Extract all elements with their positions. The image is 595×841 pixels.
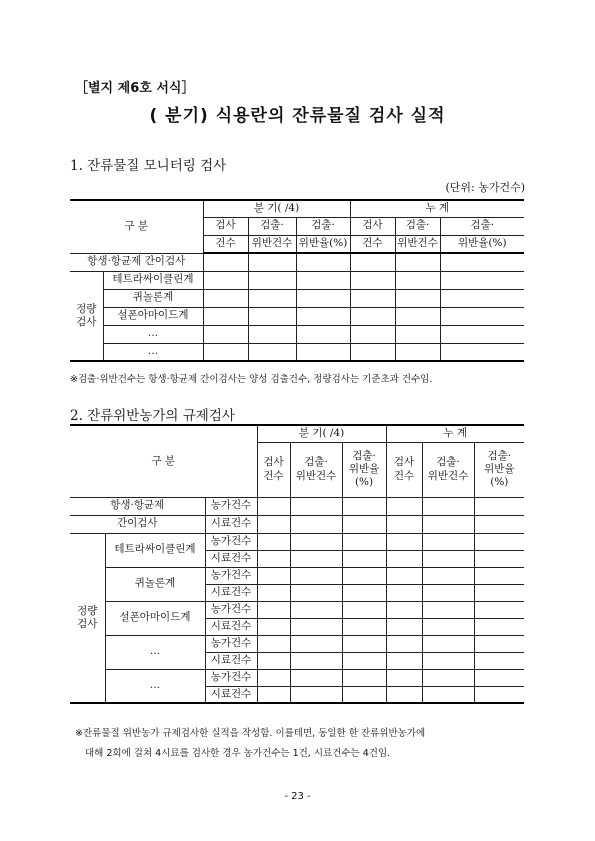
header-detect-rate: 검출· 위반율 (%) bbox=[342, 442, 386, 497]
data-cell[interactable] bbox=[257, 635, 290, 652]
data-cell[interactable] bbox=[290, 533, 342, 550]
data-cell[interactable] bbox=[290, 686, 342, 703]
data-cell[interactable] bbox=[248, 271, 296, 289]
data-cell[interactable] bbox=[257, 652, 290, 669]
data-cell[interactable] bbox=[440, 307, 524, 325]
data-cell[interactable] bbox=[290, 584, 342, 601]
data-cell[interactable] bbox=[248, 307, 296, 325]
data-cell[interactable] bbox=[422, 652, 474, 669]
row-sublabel: 농가건수 bbox=[205, 567, 257, 584]
data-cell[interactable] bbox=[257, 669, 290, 686]
data-cell[interactable] bbox=[342, 533, 386, 550]
data-cell[interactable] bbox=[386, 618, 422, 635]
data-cell[interactable] bbox=[203, 325, 248, 343]
row-sublabel: 시료건수 bbox=[205, 618, 257, 635]
data-cell[interactable] bbox=[386, 567, 422, 584]
data-cell[interactable] bbox=[422, 497, 474, 515]
table-row bbox=[70, 635, 524, 652]
header-detect-count: 검출· bbox=[395, 217, 440, 235]
table-row bbox=[70, 325, 524, 343]
data-cell[interactable] bbox=[350, 289, 395, 307]
data-cell[interactable] bbox=[296, 343, 350, 361]
table-row bbox=[70, 601, 524, 618]
header-detect-count: 위반건수 bbox=[395, 235, 440, 253]
data-cell[interactable] bbox=[290, 515, 342, 533]
header-detect-count: 검출· 위반건수 bbox=[422, 442, 474, 497]
data-cell[interactable] bbox=[395, 343, 440, 361]
data-cell[interactable] bbox=[296, 289, 350, 307]
data-cell[interactable] bbox=[474, 669, 524, 686]
data-cell[interactable] bbox=[422, 533, 474, 550]
header-division: 구 분 bbox=[70, 200, 203, 253]
data-cell[interactable] bbox=[296, 253, 350, 271]
data-cell[interactable] bbox=[203, 289, 248, 307]
data-cell[interactable] bbox=[296, 271, 350, 289]
data-cell[interactable] bbox=[440, 343, 524, 361]
data-cell[interactable] bbox=[342, 567, 386, 584]
data-cell[interactable] bbox=[257, 533, 290, 550]
data-cell[interactable] bbox=[474, 635, 524, 652]
header-detect-rate: 검출· bbox=[296, 217, 350, 235]
row-label: 테트라싸이클린계 bbox=[103, 271, 203, 289]
header-inspect: 검사 건수 bbox=[386, 442, 422, 497]
data-cell[interactable] bbox=[342, 497, 386, 515]
data-cell[interactable] bbox=[350, 271, 395, 289]
row-sublabel: 시료건수 bbox=[205, 652, 257, 669]
row-sublabel: 농가건수 bbox=[205, 669, 257, 686]
data-cell[interactable] bbox=[422, 567, 474, 584]
row-label: … bbox=[103, 325, 203, 343]
data-cell[interactable] bbox=[440, 325, 524, 343]
data-cell[interactable] bbox=[474, 652, 524, 669]
data-cell[interactable] bbox=[290, 550, 342, 567]
table-row bbox=[70, 515, 524, 533]
data-cell[interactable] bbox=[440, 271, 524, 289]
data-cell[interactable] bbox=[257, 584, 290, 601]
section2-heading: 2. 잔류위반농가의 규제검사 bbox=[70, 408, 235, 424]
data-cell[interactable] bbox=[395, 307, 440, 325]
header-quarter: 분 기( /4) bbox=[203, 200, 350, 217]
header-division: 구 분 bbox=[70, 425, 257, 497]
header-inspect: 건수 bbox=[203, 235, 248, 253]
header-quarter: 분 기( /4) bbox=[257, 425, 386, 442]
data-cell[interactable] bbox=[474, 497, 524, 515]
data-cell[interactable] bbox=[422, 669, 474, 686]
data-cell[interactable] bbox=[474, 550, 524, 567]
data-cell[interactable] bbox=[350, 253, 395, 271]
data-cell[interactable] bbox=[474, 533, 524, 550]
data-cell[interactable] bbox=[440, 253, 524, 271]
header-cumulative: 누 계 bbox=[350, 200, 524, 217]
row-label: … bbox=[105, 669, 205, 703]
data-cell[interactable] bbox=[474, 567, 524, 584]
data-cell[interactable] bbox=[203, 271, 248, 289]
data-cell[interactable] bbox=[257, 601, 290, 618]
table-row bbox=[70, 497, 524, 515]
data-cell[interactable] bbox=[386, 515, 422, 533]
row-label: 퀴놀론계 bbox=[105, 567, 205, 601]
row-sublabel: 농가건수 bbox=[205, 601, 257, 618]
row-sublabel: 농가건수 bbox=[205, 635, 257, 652]
data-cell[interactable] bbox=[386, 686, 422, 703]
data-cell[interactable] bbox=[440, 289, 524, 307]
data-cell[interactable] bbox=[474, 515, 524, 533]
section1-heading: 1. 잔류물질 모니터링 검사 bbox=[70, 158, 227, 174]
group-label: 정량 검사 bbox=[70, 271, 103, 361]
data-cell[interactable] bbox=[257, 618, 290, 635]
data-cell[interactable] bbox=[422, 584, 474, 601]
table-row bbox=[70, 271, 524, 289]
section2-note-line1: ※잔류물질 위반농가 규제검사한 실적을 작성함. 이를테면, 동일한 한 잔류위반농가에 bbox=[75, 728, 426, 739]
data-cell[interactable] bbox=[342, 550, 386, 567]
data-cell[interactable] bbox=[248, 289, 296, 307]
table-row bbox=[70, 669, 524, 686]
data-cell[interactable] bbox=[474, 584, 524, 601]
header-detect-rate: 위반율(%) bbox=[296, 235, 350, 253]
table-row bbox=[70, 307, 524, 325]
data-cell[interactable] bbox=[290, 669, 342, 686]
header-detect-rate: 검출· bbox=[440, 217, 524, 235]
row-label: 테트라싸이클린계 bbox=[105, 533, 205, 567]
header-inspect: 검사 bbox=[350, 217, 395, 235]
data-cell[interactable] bbox=[203, 253, 248, 271]
row-label: 항생·항균제 간이검사 bbox=[70, 253, 203, 271]
data-cell[interactable] bbox=[203, 343, 248, 361]
data-cell[interactable] bbox=[342, 686, 386, 703]
data-cell[interactable] bbox=[342, 652, 386, 669]
header-detect-count: 위반건수 bbox=[248, 235, 296, 253]
table-row bbox=[70, 533, 524, 550]
data-cell[interactable] bbox=[386, 533, 422, 550]
header-detect-count: 검출· bbox=[248, 217, 296, 235]
data-cell[interactable] bbox=[248, 343, 296, 361]
data-cell[interactable] bbox=[342, 669, 386, 686]
data-cell[interactable] bbox=[350, 307, 395, 325]
row-label: 설폰아마이드계 bbox=[103, 307, 203, 325]
row-sublabel: 시료건수 bbox=[205, 550, 257, 567]
row-sublabel: 시료건수 bbox=[205, 686, 257, 703]
data-cell[interactable] bbox=[290, 567, 342, 584]
table-row bbox=[70, 289, 524, 307]
data-cell[interactable] bbox=[386, 652, 422, 669]
data-cell[interactable] bbox=[290, 618, 342, 635]
data-cell[interactable] bbox=[474, 686, 524, 703]
section2-note-line2: 대해 2회에 걸쳐 4시료를 검사한 경우 농가건수는 1건, 시료건수는 4건임. bbox=[85, 748, 391, 759]
form-label: ［별지 제6호 서식］ bbox=[75, 81, 195, 96]
data-cell[interactable] bbox=[395, 325, 440, 343]
data-cell[interactable] bbox=[342, 618, 386, 635]
table-row bbox=[70, 343, 524, 361]
data-cell[interactable] bbox=[248, 325, 296, 343]
monitoring-table bbox=[70, 199, 524, 362]
data-cell[interactable] bbox=[386, 669, 422, 686]
data-cell[interactable] bbox=[395, 253, 440, 271]
data-cell[interactable] bbox=[203, 307, 248, 325]
data-cell[interactable] bbox=[386, 635, 422, 652]
data-cell[interactable] bbox=[342, 515, 386, 533]
data-cell[interactable] bbox=[386, 550, 422, 567]
data-cell[interactable] bbox=[257, 550, 290, 567]
data-cell[interactable] bbox=[257, 686, 290, 703]
data-cell[interactable] bbox=[350, 343, 395, 361]
header-inspect: 검사 bbox=[203, 217, 248, 235]
row-sublabel: 농가건수 bbox=[205, 533, 257, 550]
row-label: 항생·항균제 bbox=[70, 497, 205, 515]
data-cell[interactable] bbox=[296, 307, 350, 325]
data-cell[interactable] bbox=[395, 289, 440, 307]
header-detect-count: 검출· 위반건수 bbox=[290, 442, 342, 497]
row-label: … bbox=[103, 343, 203, 361]
data-cell[interactable] bbox=[342, 635, 386, 652]
header-detect-rate: 위반율(%) bbox=[440, 235, 524, 253]
row-label: … bbox=[105, 635, 205, 669]
data-cell[interactable] bbox=[422, 550, 474, 567]
row-label: 퀴놀론계 bbox=[103, 289, 203, 307]
row-label: 설폰아마이드계 bbox=[105, 601, 205, 635]
data-cell[interactable] bbox=[395, 271, 440, 289]
data-cell[interactable] bbox=[342, 584, 386, 601]
data-cell[interactable] bbox=[422, 686, 474, 703]
page-title: ( 분기) 식용란의 잔류물질 검사 실적 bbox=[149, 106, 446, 126]
violation-table bbox=[70, 424, 524, 704]
data-cell[interactable] bbox=[422, 601, 474, 618]
data-cell[interactable] bbox=[422, 618, 474, 635]
row-label: 간이검사 bbox=[70, 515, 205, 533]
data-cell[interactable] bbox=[290, 601, 342, 618]
header-cumulative: 누 계 bbox=[386, 425, 524, 442]
data-cell[interactable] bbox=[290, 497, 342, 515]
row-sublabel: 시료건수 bbox=[205, 515, 257, 533]
section1-note: ※검출·위반건수는 항생·항균제 간이검사는 양성 검출건수, 정량검사는 기준초과 건수임. bbox=[70, 374, 433, 385]
data-cell[interactable] bbox=[290, 652, 342, 669]
data-cell[interactable] bbox=[386, 584, 422, 601]
data-cell[interactable] bbox=[296, 325, 350, 343]
page-number: - 23 - bbox=[284, 791, 311, 802]
table-row bbox=[70, 253, 524, 271]
unit-label: (단위: 농가건수) bbox=[445, 181, 525, 194]
data-cell[interactable] bbox=[422, 635, 474, 652]
group-label: 정량 검사 bbox=[70, 533, 105, 703]
header-inspect: 검사 건수 bbox=[257, 442, 290, 497]
data-cell[interactable] bbox=[474, 618, 524, 635]
data-cell[interactable] bbox=[474, 601, 524, 618]
row-sublabel: 농가건수 bbox=[205, 497, 257, 515]
table-row bbox=[70, 567, 524, 584]
data-cell[interactable] bbox=[257, 497, 290, 515]
header-detect-rate: 검출· 위반율 (%) bbox=[474, 442, 524, 497]
data-cell[interactable] bbox=[386, 601, 422, 618]
data-cell[interactable] bbox=[248, 253, 296, 271]
header-inspect: 건수 bbox=[350, 235, 395, 253]
data-cell[interactable] bbox=[350, 325, 395, 343]
data-cell[interactable] bbox=[342, 601, 386, 618]
data-cell[interactable] bbox=[290, 635, 342, 652]
row-sublabel: 시료건수 bbox=[205, 584, 257, 601]
data-cell[interactable] bbox=[257, 515, 290, 533]
data-cell[interactable] bbox=[422, 515, 474, 533]
data-cell[interactable] bbox=[257, 567, 290, 584]
data-cell[interactable] bbox=[386, 497, 422, 515]
